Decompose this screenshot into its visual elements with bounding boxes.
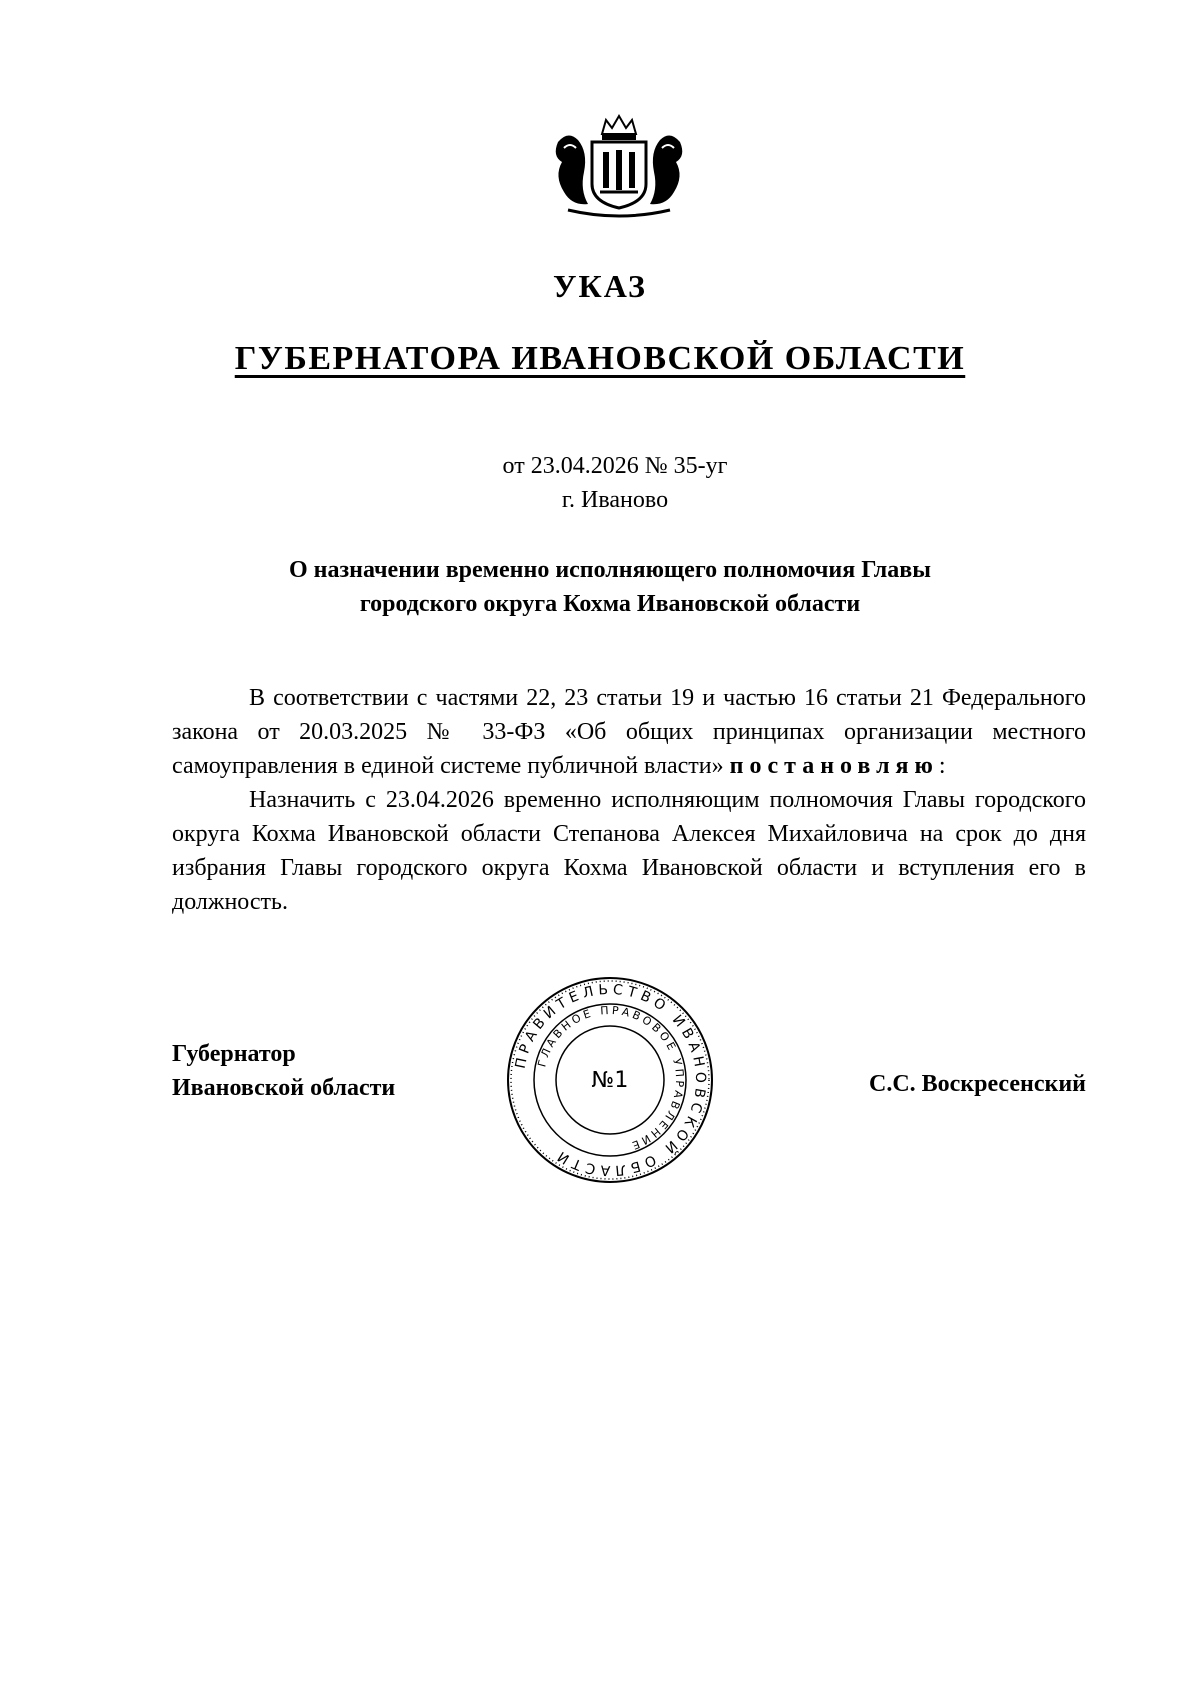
- paragraph-appointment: Назначить с 23.04.2026 временно исполняющим полномочия Главы городского округа Кохма Ивановской области Степанова Алексея Михайловича на срок до дня избрания Главы городского округа Кохма Ивановской области и вступления его в должность.: [172, 787, 1086, 915]
- stamp-number: №1: [591, 1068, 629, 1093]
- decree-keyword: постановляю: [729, 753, 939, 779]
- document-city: г. Иваново: [561, 487, 669, 513]
- subject-line-2: городского округа Кохма Ивановской области: [359, 591, 861, 617]
- document-body: [172, 681, 1086, 919]
- document-date-number: от 23.04.2026 № 35-уг: [502, 453, 728, 479]
- signatory-position: Губернатор Ивановской области: [172, 1041, 396, 1101]
- subject-line-1: О назначении временно исполняющего полномочия Главы: [289, 557, 931, 583]
- coat-of-arms-emblem: [548, 112, 690, 222]
- paragraph-preamble: В соответствии с частями 22, 23 статьи 19 и частью 16 статьи 21 Федерального закона от 20.03.2025 № 33-ФЗ «Об общих принципах организации местного самоуправления в единой системе публичной власти» постановляю:: [172, 685, 1086, 779]
- svg-text:ГЛАВНОЕ ПРАВОВОЕ УПРАВЛЕНИЕ: ГЛАВНОЕ ПРАВОВОЕ УПРАВЛЕНИЕ: [535, 1003, 687, 1153]
- document-subject: [200, 553, 1020, 621]
- svg-text:ПРАВИТЕЛЬСТВО ИВАНОВСКОЙ ОБЛАС: ПРАВИТЕЛЬСТВО ИВАНОВСКОЙ ОБЛАСТИ: [512, 981, 709, 1179]
- document-type-title: УКАЗ: [553, 268, 647, 304]
- official-stamp: [505, 975, 715, 1185]
- signatory-name: С.С. Воскресенский: [868, 1071, 1086, 1097]
- issuer-title: ГУБЕРНАТОРА ИВАНОВСКОЙ ОБЛАСТИ: [234, 340, 966, 377]
